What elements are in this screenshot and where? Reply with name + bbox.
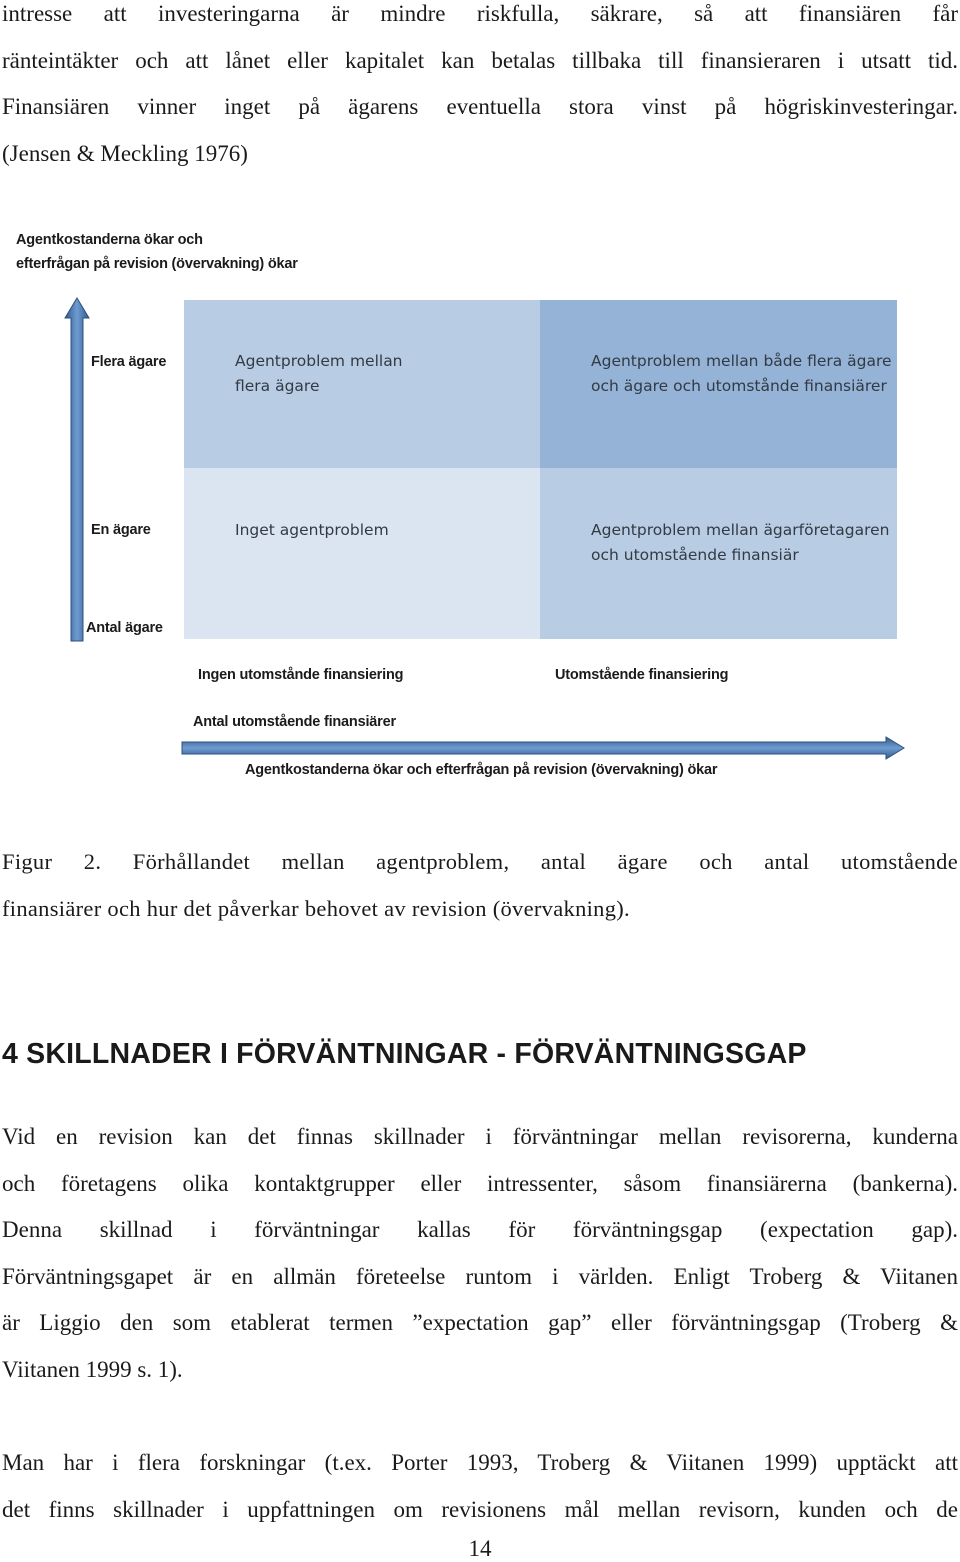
text-line: Denna skillnad i förväntningar kallas för förväntningsgap (expectation gap).: [2, 1217, 958, 1243]
text-line: och företagens olika kontaktgrupper eller intressenter, såsom finansiärerna (bankerna).: [2, 1170, 958, 1196]
section-paragraph-2: [2, 1440, 958, 1533]
cell-text-line: Inget agentproblem: [235, 521, 389, 539]
text-line: är Liggio den som etablerat termen ”expectation gap” eller förväntningsgap (Troberg &: [2, 1310, 958, 1336]
cell-text-line: Agentproblem mellan: [235, 352, 403, 370]
cell-text-top-left: [235, 349, 403, 398]
cell-text-bottom-left: [235, 518, 389, 543]
caption-line: finansiärer och hur det påverkar behovet av revision (övervakning).: [2, 895, 630, 921]
text-line: ränteintäkter och att lånet eller kapitalet kan betalas tillbaka till finansieraren i utsatt tid.: [2, 47, 958, 73]
section-heading: 4 SKILLNADER I FÖRVÄNTNINGAR - FÖRVÄNTNINGSGAP: [2, 1038, 807, 1070]
cell-text-bottom-right: [591, 518, 889, 567]
cell-text-line: Agentproblem mellan både flera ägare: [591, 352, 892, 370]
x-axis-label: Antal utomstående finansiärer: [193, 714, 396, 730]
y-label-one-owner: En ägare: [91, 522, 151, 538]
figure-caption: [2, 839, 958, 932]
text-line: Viitanen 1999 s. 1).: [2, 1356, 183, 1382]
page-number: 14: [468, 1536, 492, 1561]
figure-top-label-line2: efterfrågan på revision (övervakning) ökar: [16, 256, 298, 272]
text-line: Finansiären vinner inget på ägarens eventuella stora vinst på högriskinvesteringar.: [2, 94, 958, 120]
section-paragraph-1: [2, 1114, 958, 1394]
figure-top-label-line1: Agentkostanderna ökar och: [16, 232, 203, 248]
cell-text-line: och ägare och utomstånde finansiärer: [591, 376, 887, 395]
cell-text-top-right: [591, 349, 892, 398]
cell-text-line: flera ägare: [235, 376, 320, 395]
x-bottom-label: Agentkostanderna ökar och efterfrågan på revision (övervakning) ökar: [245, 762, 718, 778]
intro-paragraph: [2, 0, 958, 177]
text-line: (Jensen & Meckling 1976): [2, 140, 248, 166]
caption-line: Figur 2. Förhållandet mellan agentproblem, antal ägare och antal utomstående: [2, 849, 958, 874]
horizontal-axis-arrow: [180, 736, 910, 760]
x-label-no-external: Ingen utomstånde finansiering: [198, 667, 404, 683]
text-line: Man har i flera forskningar (t.ex. Porter 1993, Troberg & Viitanen 1999) upptäckt att: [2, 1450, 958, 1475]
text-line: Vid en revision kan det finnas skillnader i förväntningar mellan revisorerna, kunderna: [2, 1124, 958, 1149]
x-label-external: Utomstående finansiering: [555, 667, 729, 683]
cell-bottom-left: [184, 468, 540, 639]
cell-text-line: Agentproblem mellan ägarföretagaren: [591, 521, 890, 539]
text-line: det finns skillnader i uppfattningen om revisionens mål mellan revisorn, kunden och de: [2, 1496, 958, 1522]
y-axis-label: Antal ägare: [86, 620, 163, 636]
agency-figure: [0, 220, 960, 800]
vertical-axis-arrow: [62, 296, 92, 646]
text-line: Förväntningsgapet är en allmän företeelse runtom i världen. Enligt Troberg & Viitanen: [2, 1263, 958, 1289]
y-label-several-owners: Flera ägare: [91, 354, 167, 370]
cell-text-line: och utomstående finansiär: [591, 545, 799, 564]
text-line: intresse att investeringarna är mindre riskfulla, säkrare, så att finansiären får: [2, 1, 958, 26]
